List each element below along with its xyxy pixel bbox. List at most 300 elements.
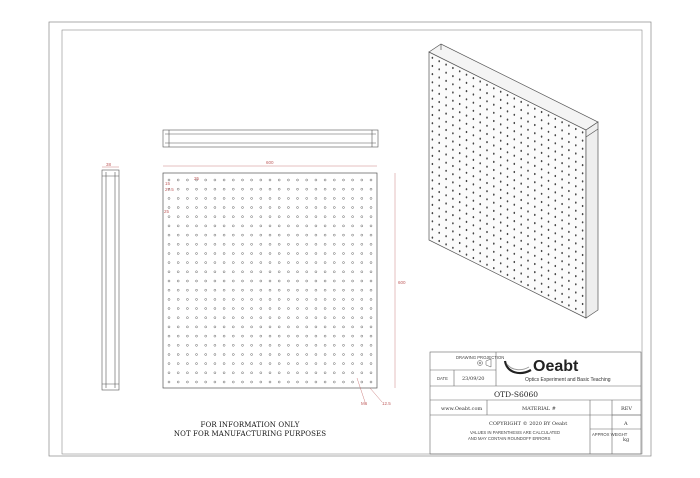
- mounting-hole: [343, 262, 345, 264]
- iso-hole: [548, 155, 550, 157]
- iso-hole: [548, 245, 550, 247]
- iso-hole: [452, 239, 454, 241]
- iso-hole: [438, 175, 440, 177]
- mounting-hole: [269, 280, 271, 282]
- mounting-hole: [287, 344, 289, 346]
- iso-hole: [486, 198, 488, 200]
- iso-hole: [507, 241, 509, 243]
- mounting-hole: [223, 372, 225, 374]
- iso-hole: [514, 138, 516, 140]
- mounting-hole: [260, 216, 262, 218]
- iso-hole: [555, 298, 557, 300]
- iso-hole: [514, 245, 516, 247]
- iso-hole: [561, 154, 563, 156]
- mounting-hole: [186, 298, 188, 300]
- mounting-hole: [269, 335, 271, 337]
- iso-hole: [507, 159, 509, 161]
- iso-hole: [486, 157, 488, 159]
- iso-hole: [452, 247, 454, 249]
- mounting-hole: [352, 326, 354, 328]
- mounting-hole: [205, 298, 207, 300]
- mounting-hole: [196, 271, 198, 273]
- mounting-hole: [306, 188, 308, 190]
- mounting-hole: [214, 363, 216, 365]
- mounting-hole: [315, 262, 317, 264]
- iso-hole: [568, 190, 570, 192]
- mounting-hole: [223, 234, 225, 236]
- iso-hole: [527, 243, 529, 245]
- mounting-hole: [278, 234, 280, 236]
- mounting-hole: [214, 344, 216, 346]
- mounting-hole: [232, 289, 234, 291]
- mounting-hole: [343, 207, 345, 209]
- mounting-hole: [287, 372, 289, 374]
- iso-hole: [575, 177, 577, 179]
- mounting-hole: [361, 280, 363, 282]
- iso-hole: [438, 166, 440, 168]
- iso-hole: [561, 187, 563, 189]
- iso-hole: [466, 221, 468, 223]
- mounting-hole: [196, 188, 198, 190]
- mounting-hole: [297, 354, 299, 356]
- mounting-hole: [177, 253, 179, 255]
- mounting-hole: [186, 262, 188, 264]
- iso-hole: [548, 172, 550, 174]
- mounting-hole: [324, 179, 326, 181]
- mounting-hole: [260, 280, 262, 282]
- iso-hole: [473, 142, 475, 144]
- mounting-hole: [205, 289, 207, 291]
- mounting-hole: [333, 298, 335, 300]
- iso-hole: [582, 172, 584, 174]
- mounting-hole: [168, 243, 170, 245]
- mounting-hole: [177, 271, 179, 273]
- mounting-hole: [370, 381, 372, 383]
- mounting-hole: [315, 207, 317, 209]
- iso-hole: [493, 104, 495, 106]
- iso-hole: [568, 296, 570, 298]
- iso-hole: [568, 255, 570, 257]
- iso-hole: [466, 155, 468, 157]
- iso-hole: [473, 102, 475, 104]
- iso-hole: [582, 295, 584, 297]
- mounting-hole: [223, 188, 225, 190]
- mounting-hole: [352, 280, 354, 282]
- iso-hole: [432, 130, 434, 132]
- iso-hole: [493, 128, 495, 130]
- mounting-hole: [196, 372, 198, 374]
- projection-label: DRAWING PROJECTION: [456, 355, 505, 360]
- iso-hole: [445, 137, 447, 139]
- iso-hole: [534, 255, 536, 257]
- mounting-hole: [232, 271, 234, 273]
- mounting-hole: [242, 280, 244, 282]
- iso-hole: [500, 123, 502, 125]
- mounting-hole: [205, 363, 207, 365]
- iso-hole: [541, 193, 543, 195]
- mounting-hole: [306, 216, 308, 218]
- iso-hole: [432, 65, 434, 67]
- mounting-hole: [297, 197, 299, 199]
- iso-hole: [473, 159, 475, 161]
- mounting-hole: [324, 372, 326, 374]
- iso-hole: [445, 153, 447, 155]
- mounting-hole: [324, 308, 326, 310]
- iso-hole: [582, 131, 584, 133]
- iso-hole: [493, 136, 495, 138]
- hole-dim-1: M6: [361, 401, 368, 406]
- mounting-hole: [306, 280, 308, 282]
- mounting-hole: [352, 197, 354, 199]
- iso-hole: [520, 191, 522, 193]
- iso-hole: [541, 168, 543, 170]
- iso-hole: [473, 200, 475, 202]
- mounting-hole: [361, 253, 363, 255]
- iso-hole: [548, 294, 550, 296]
- iso-hole: [432, 188, 434, 190]
- mounting-hole: [287, 243, 289, 245]
- iso-hole: [534, 279, 536, 281]
- mounting-hole: [352, 317, 354, 319]
- iso-hole: [466, 123, 468, 125]
- mounting-hole: [352, 308, 354, 310]
- iso-hole: [548, 278, 550, 280]
- iso-hole: [452, 116, 454, 118]
- iso-hole: [438, 60, 440, 62]
- mounting-hole: [186, 216, 188, 218]
- iso-hole: [486, 256, 488, 258]
- iso-hole: [561, 121, 563, 123]
- mounting-hole: [196, 234, 198, 236]
- iso-hole: [479, 97, 481, 99]
- iso-hole: [479, 146, 481, 148]
- part-number: OTD-S6060: [494, 390, 539, 399]
- mounting-hole: [370, 197, 372, 199]
- mounting-hole: [242, 308, 244, 310]
- mounting-hole: [205, 197, 207, 199]
- mounting-hole: [214, 298, 216, 300]
- mounting-hole: [297, 207, 299, 209]
- mounting-hole: [333, 179, 335, 181]
- iso-hole: [561, 170, 563, 172]
- iso-hole: [582, 156, 584, 158]
- iso-hole: [541, 136, 543, 138]
- iso-hole: [548, 270, 550, 272]
- iso-hole: [527, 210, 529, 212]
- iso-hole: [582, 229, 584, 231]
- mounting-hole: [297, 344, 299, 346]
- mounting-hole: [333, 280, 335, 282]
- iso-hole: [486, 166, 488, 168]
- iso-hole: [500, 181, 502, 183]
- iso-hole: [479, 105, 481, 107]
- iso-hole: [507, 258, 509, 260]
- iso-hole: [520, 142, 522, 144]
- mounting-hole: [361, 207, 363, 209]
- mounting-hole: [370, 234, 372, 236]
- mounting-hole: [306, 298, 308, 300]
- mounting-hole: [223, 326, 225, 328]
- mounting-hole: [251, 363, 253, 365]
- iso-hole: [507, 274, 509, 276]
- iso-hole: [568, 247, 570, 249]
- iso-hole: [520, 158, 522, 160]
- iso-hole: [452, 149, 454, 151]
- mounting-hole: [315, 197, 317, 199]
- iso-hole: [500, 148, 502, 150]
- iso-hole: [445, 80, 447, 82]
- iso-hole: [575, 234, 577, 236]
- mounting-hole: [352, 372, 354, 374]
- iso-hole: [459, 177, 461, 179]
- iso-hole: [541, 225, 543, 227]
- iso-hole: [548, 221, 550, 223]
- mounting-hole: [260, 188, 262, 190]
- mounting-hole: [370, 188, 372, 190]
- mounting-hole: [186, 225, 188, 227]
- iso-hole: [520, 134, 522, 136]
- iso-hole: [514, 236, 516, 238]
- iso-hole: [548, 253, 550, 255]
- iso-hole: [527, 219, 529, 221]
- mounting-hole: [278, 280, 280, 282]
- iso-hole: [555, 224, 557, 226]
- iso-hole: [507, 94, 509, 96]
- mounting-hole: [287, 197, 289, 199]
- iso-hole: [452, 230, 454, 232]
- mounting-hole: [352, 262, 354, 264]
- approx-weight-label: APPROX WEIGHT: [592, 432, 628, 437]
- mounting-hole: [361, 271, 363, 273]
- iso-hole: [438, 109, 440, 111]
- mounting-hole: [278, 372, 280, 374]
- iso-hole: [520, 223, 522, 225]
- mounting-hole: [361, 298, 363, 300]
- iso-hole: [438, 183, 440, 185]
- iso-hole: [438, 117, 440, 119]
- iso-hole: [561, 146, 563, 148]
- mounting-hole: [205, 280, 207, 282]
- mounting-hole: [333, 317, 335, 319]
- mounting-hole: [242, 363, 244, 365]
- mounting-hole: [223, 243, 225, 245]
- mounting-hole: [177, 372, 179, 374]
- iso-hole: [534, 189, 536, 191]
- mounting-hole: [242, 225, 244, 227]
- iso-hole: [527, 202, 529, 204]
- iso-hole: [479, 203, 481, 205]
- iso-hole: [534, 140, 536, 142]
- iso-hole: [432, 138, 434, 140]
- mounting-hole: [232, 308, 234, 310]
- mounting-hole: [315, 271, 317, 273]
- mounting-hole: [306, 381, 308, 383]
- mounting-hole: [242, 335, 244, 337]
- mounting-hole: [343, 216, 345, 218]
- iso-hole: [479, 121, 481, 123]
- material-label: MATERIAL #: [522, 406, 556, 412]
- iso-hole: [445, 243, 447, 245]
- iso-hole: [452, 140, 454, 142]
- mounting-hole: [242, 207, 244, 209]
- mounting-hole: [232, 188, 234, 190]
- iso-hole: [493, 210, 495, 212]
- iso-hole: [527, 170, 529, 172]
- iso-hole: [541, 242, 543, 244]
- iso-hole: [459, 152, 461, 154]
- mounting-hole: [168, 308, 170, 310]
- iso-hole: [568, 280, 570, 282]
- mounting-hole: [324, 298, 326, 300]
- mounting-hole: [333, 253, 335, 255]
- mounting-hole: [287, 262, 289, 264]
- mounting-hole: [361, 179, 363, 181]
- iso-hole: [527, 145, 529, 147]
- iso-hole: [452, 222, 454, 224]
- mounting-hole: [352, 207, 354, 209]
- iso-hole: [527, 129, 529, 131]
- iso-hole: [568, 214, 570, 216]
- iso-hole: [582, 180, 584, 182]
- mounting-hole: [333, 243, 335, 245]
- mounting-hole: [251, 298, 253, 300]
- mounting-hole: [177, 179, 179, 181]
- iso-hole: [520, 101, 522, 103]
- mounting-hole: [315, 289, 317, 291]
- iso-hole: [568, 231, 570, 233]
- mounting-hole: [196, 243, 198, 245]
- iso-hole: [452, 83, 454, 85]
- iso-hole: [479, 154, 481, 156]
- mounting-hole: [232, 179, 234, 181]
- iso-hole: [548, 196, 550, 198]
- mounting-hole: [196, 298, 198, 300]
- iso-hole: [582, 140, 584, 142]
- iso-hole: [582, 287, 584, 289]
- iso-hole: [582, 262, 584, 264]
- mounting-hole: [260, 317, 262, 319]
- mounting-hole: [260, 335, 262, 337]
- mounting-hole: [370, 363, 372, 365]
- pitch-dim-label: 25: [194, 176, 200, 181]
- mounting-hole: [242, 243, 244, 245]
- mounting-hole: [370, 326, 372, 328]
- mounting-hole: [287, 188, 289, 190]
- mounting-hole: [315, 225, 317, 227]
- iso-hole: [520, 150, 522, 152]
- mounting-hole: [177, 308, 179, 310]
- mounting-hole: [232, 253, 234, 255]
- date-label: DATE: [437, 376, 448, 381]
- iso-hole: [438, 76, 440, 78]
- mounting-hole: [186, 253, 188, 255]
- mounting-hole: [343, 326, 345, 328]
- iso-hole: [500, 99, 502, 101]
- mounting-hole: [315, 253, 317, 255]
- rev-value: A: [624, 421, 628, 427]
- mounting-hole: [306, 197, 308, 199]
- mounting-hole: [287, 308, 289, 310]
- iso-hole: [479, 130, 481, 132]
- mounting-hole: [278, 225, 280, 227]
- iso-hole: [568, 272, 570, 274]
- mounting-hole: [315, 381, 317, 383]
- iso-hole: [548, 163, 550, 165]
- iso-hole: [582, 278, 584, 280]
- mounting-hole: [223, 335, 225, 337]
- mounting-hole: [315, 372, 317, 374]
- iso-hole: [527, 161, 529, 163]
- mounting-hole: [315, 179, 317, 181]
- iso-hole: [486, 92, 488, 94]
- mounting-hole: [251, 225, 253, 227]
- mounting-hole: [214, 179, 216, 181]
- mounting-hole: [269, 354, 271, 356]
- iso-hole: [520, 166, 522, 168]
- hole-dim-2: 12.5: [382, 401, 391, 406]
- website: www.Oeabt.com: [441, 406, 483, 412]
- iso-hole: [520, 125, 522, 127]
- mounting-hole: [186, 207, 188, 209]
- mounting-hole: [287, 381, 289, 383]
- mounting-hole: [177, 225, 179, 227]
- mounting-hole: [370, 243, 372, 245]
- iso-hole: [520, 183, 522, 185]
- iso-hole: [534, 222, 536, 224]
- iso-hole: [514, 114, 516, 116]
- iso-hole: [541, 266, 543, 268]
- iso-hole: [520, 264, 522, 266]
- mounting-hole: [361, 372, 363, 374]
- mounting-hole: [196, 280, 198, 282]
- mounting-hole: [251, 335, 253, 337]
- mounting-hole: [352, 243, 354, 245]
- mounting-hole: [333, 344, 335, 346]
- mounting-hole: [352, 234, 354, 236]
- iso-hole: [493, 185, 495, 187]
- iso-hole: [432, 171, 434, 173]
- iso-hole: [555, 191, 557, 193]
- mounting-hole: [251, 188, 253, 190]
- mounting-hole: [177, 207, 179, 209]
- iso-hole: [575, 251, 577, 253]
- iso-hole: [452, 67, 454, 69]
- mounting-hole: [297, 308, 299, 310]
- mounting-hole: [287, 317, 289, 319]
- mounting-hole: [278, 271, 280, 273]
- iso-hole: [438, 158, 440, 160]
- iso-hole: [493, 267, 495, 269]
- iso-hole: [452, 132, 454, 134]
- iso-hole: [582, 238, 584, 240]
- mounting-hole: [297, 298, 299, 300]
- iso-hole: [445, 186, 447, 188]
- iso-hole: [432, 57, 434, 59]
- iso-hole: [561, 236, 563, 238]
- mounting-hole: [269, 381, 271, 383]
- iso-hole: [438, 85, 440, 87]
- mounting-hole: [278, 381, 280, 383]
- iso-hole: [432, 212, 434, 214]
- iso-hole: [445, 211, 447, 213]
- iso-hole: [452, 108, 454, 110]
- mounting-hole: [168, 344, 170, 346]
- mounting-hole: [168, 381, 170, 383]
- mounting-hole: [315, 344, 317, 346]
- mounting-hole: [278, 363, 280, 365]
- iso-hole: [575, 300, 577, 302]
- mounting-hole: [297, 271, 299, 273]
